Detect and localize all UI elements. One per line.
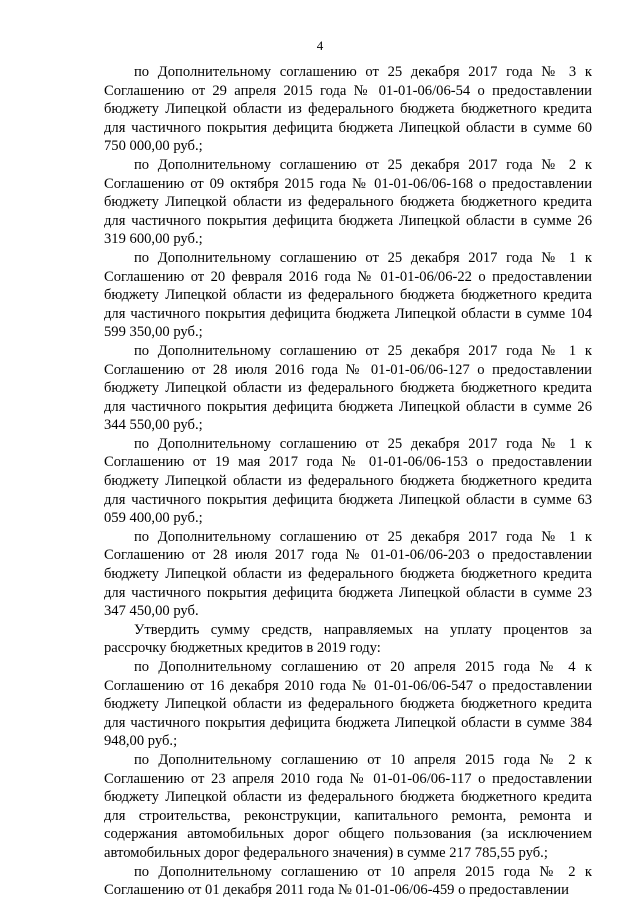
paragraph-credit-agreement-4: по Дополнительному соглашению от 25 декабря 2017 года № 1 к Соглашению от 28 июля 2016 года № 01-01-06/06-127 о предоставлении бюджету Липецкой области из федерального бюджета бюджетного кредита для частичного покрытия дефицита бюджета Липецкой области в сумме 26 344 550,00 руб.; [104,342,592,434]
page-number: 4 [316,38,324,53]
paragraph-interest-agreement-3: по Дополнительному соглашению от 10 апреля 2015 года № 2 к Соглашению от 01 декабря 2011 года № 01-01-06/06-459 о предоставлении [104,863,592,899]
paragraph-credit-agreement-3: по Дополнительному соглашению от 25 декабря 2017 года № 1 к Соглашению от 20 февраля 2016 года № 01-01-06/06-22 о предоставлении бюджету Липецкой области из федерального бюджета бюджетного кредита для частичного покрытия дефицита бюджета Липецкой области в сумме 104 599 350,00 руб.; [104,249,592,341]
paragraph-credit-agreement-5: по Дополнительному соглашению от 25 декабря 2017 года № 1 к Соглашению от 19 мая 2017 года № 01-01-06/06-153 о предоставлении бюджету Липецкой области из федерального бюджета бюджетного кредита для частичного покрытия дефицита бюджета Липецкой области в сумме 63 059 400,00 руб.; [104,435,592,527]
paragraph-interest-intro: Утвердить сумму средств, направляемых на уплату процентов за рассрочку бюджетных кредитов в 2019 году: [104,621,592,657]
document-body [104,63,592,900]
paragraph-credit-agreement-1: по Дополнительному соглашению от 25 декабря 2017 года № 3 к Соглашению от 29 апреля 2015 года № 01-01-06/06-54 о предоставлении бюджету Липецкой области из федерального бюджета бюджетного кредита для частичного покрытия дефицита бюджета Липецкой области в сумме 60 750 000,00 руб.; [104,64,592,155]
paragraph-credit-agreement-6: по Дополнительному соглашению от 25 декабря 2017 года № 1 к Соглашению от 28 июля 2017 года № 01-01-06/06-203 о предоставлении бюджету Липецкой области из федерального бюджета бюджетного кредита для частичного покрытия дефицита бюджета Липецкой области в сумме 23 347 450,00 руб. [104,528,592,620]
paragraph-credit-agreement-2: по Дополнительному соглашению от 25 декабря 2017 года № 2 к Соглашению от 09 октября 2015 года № 01-01-06/06-168 о предоставлении бюджету Липецкой области из федерального бюджета бюджетного кредита для частичного покрытия дефицита бюджета Липецкой области в сумме 26 319 600,00 руб.; [104,156,592,248]
paragraph-interest-agreement-2: по Дополнительному соглашению от 10 апреля 2015 года № 2 к Соглашению от 23 апреля 2010 года № 01-01-06/06-117 о предоставлении бюджету Липецкой области из федерального бюджета бюджетного кредита для строительства, реконструкции, капитального ремонта, ремонта и содержания автомобильных дорог общего пользования (за исключением автомобильных дорог федерального значения) в сумме 217 785,55 руб.; [104,751,592,861]
paragraph-interest-agreement-1: по Дополнительному соглашению от 20 апреля 2015 года № 4 к Соглашению от 16 декабря 2010 года № 01-01-06/06-547 о предоставлении бюджету Липецкой области из федерального бюджета бюджетного кредита для частичного покрытия дефицита бюджета Липецкой области в сумме 384 948,00 руб.; [104,659,592,750]
